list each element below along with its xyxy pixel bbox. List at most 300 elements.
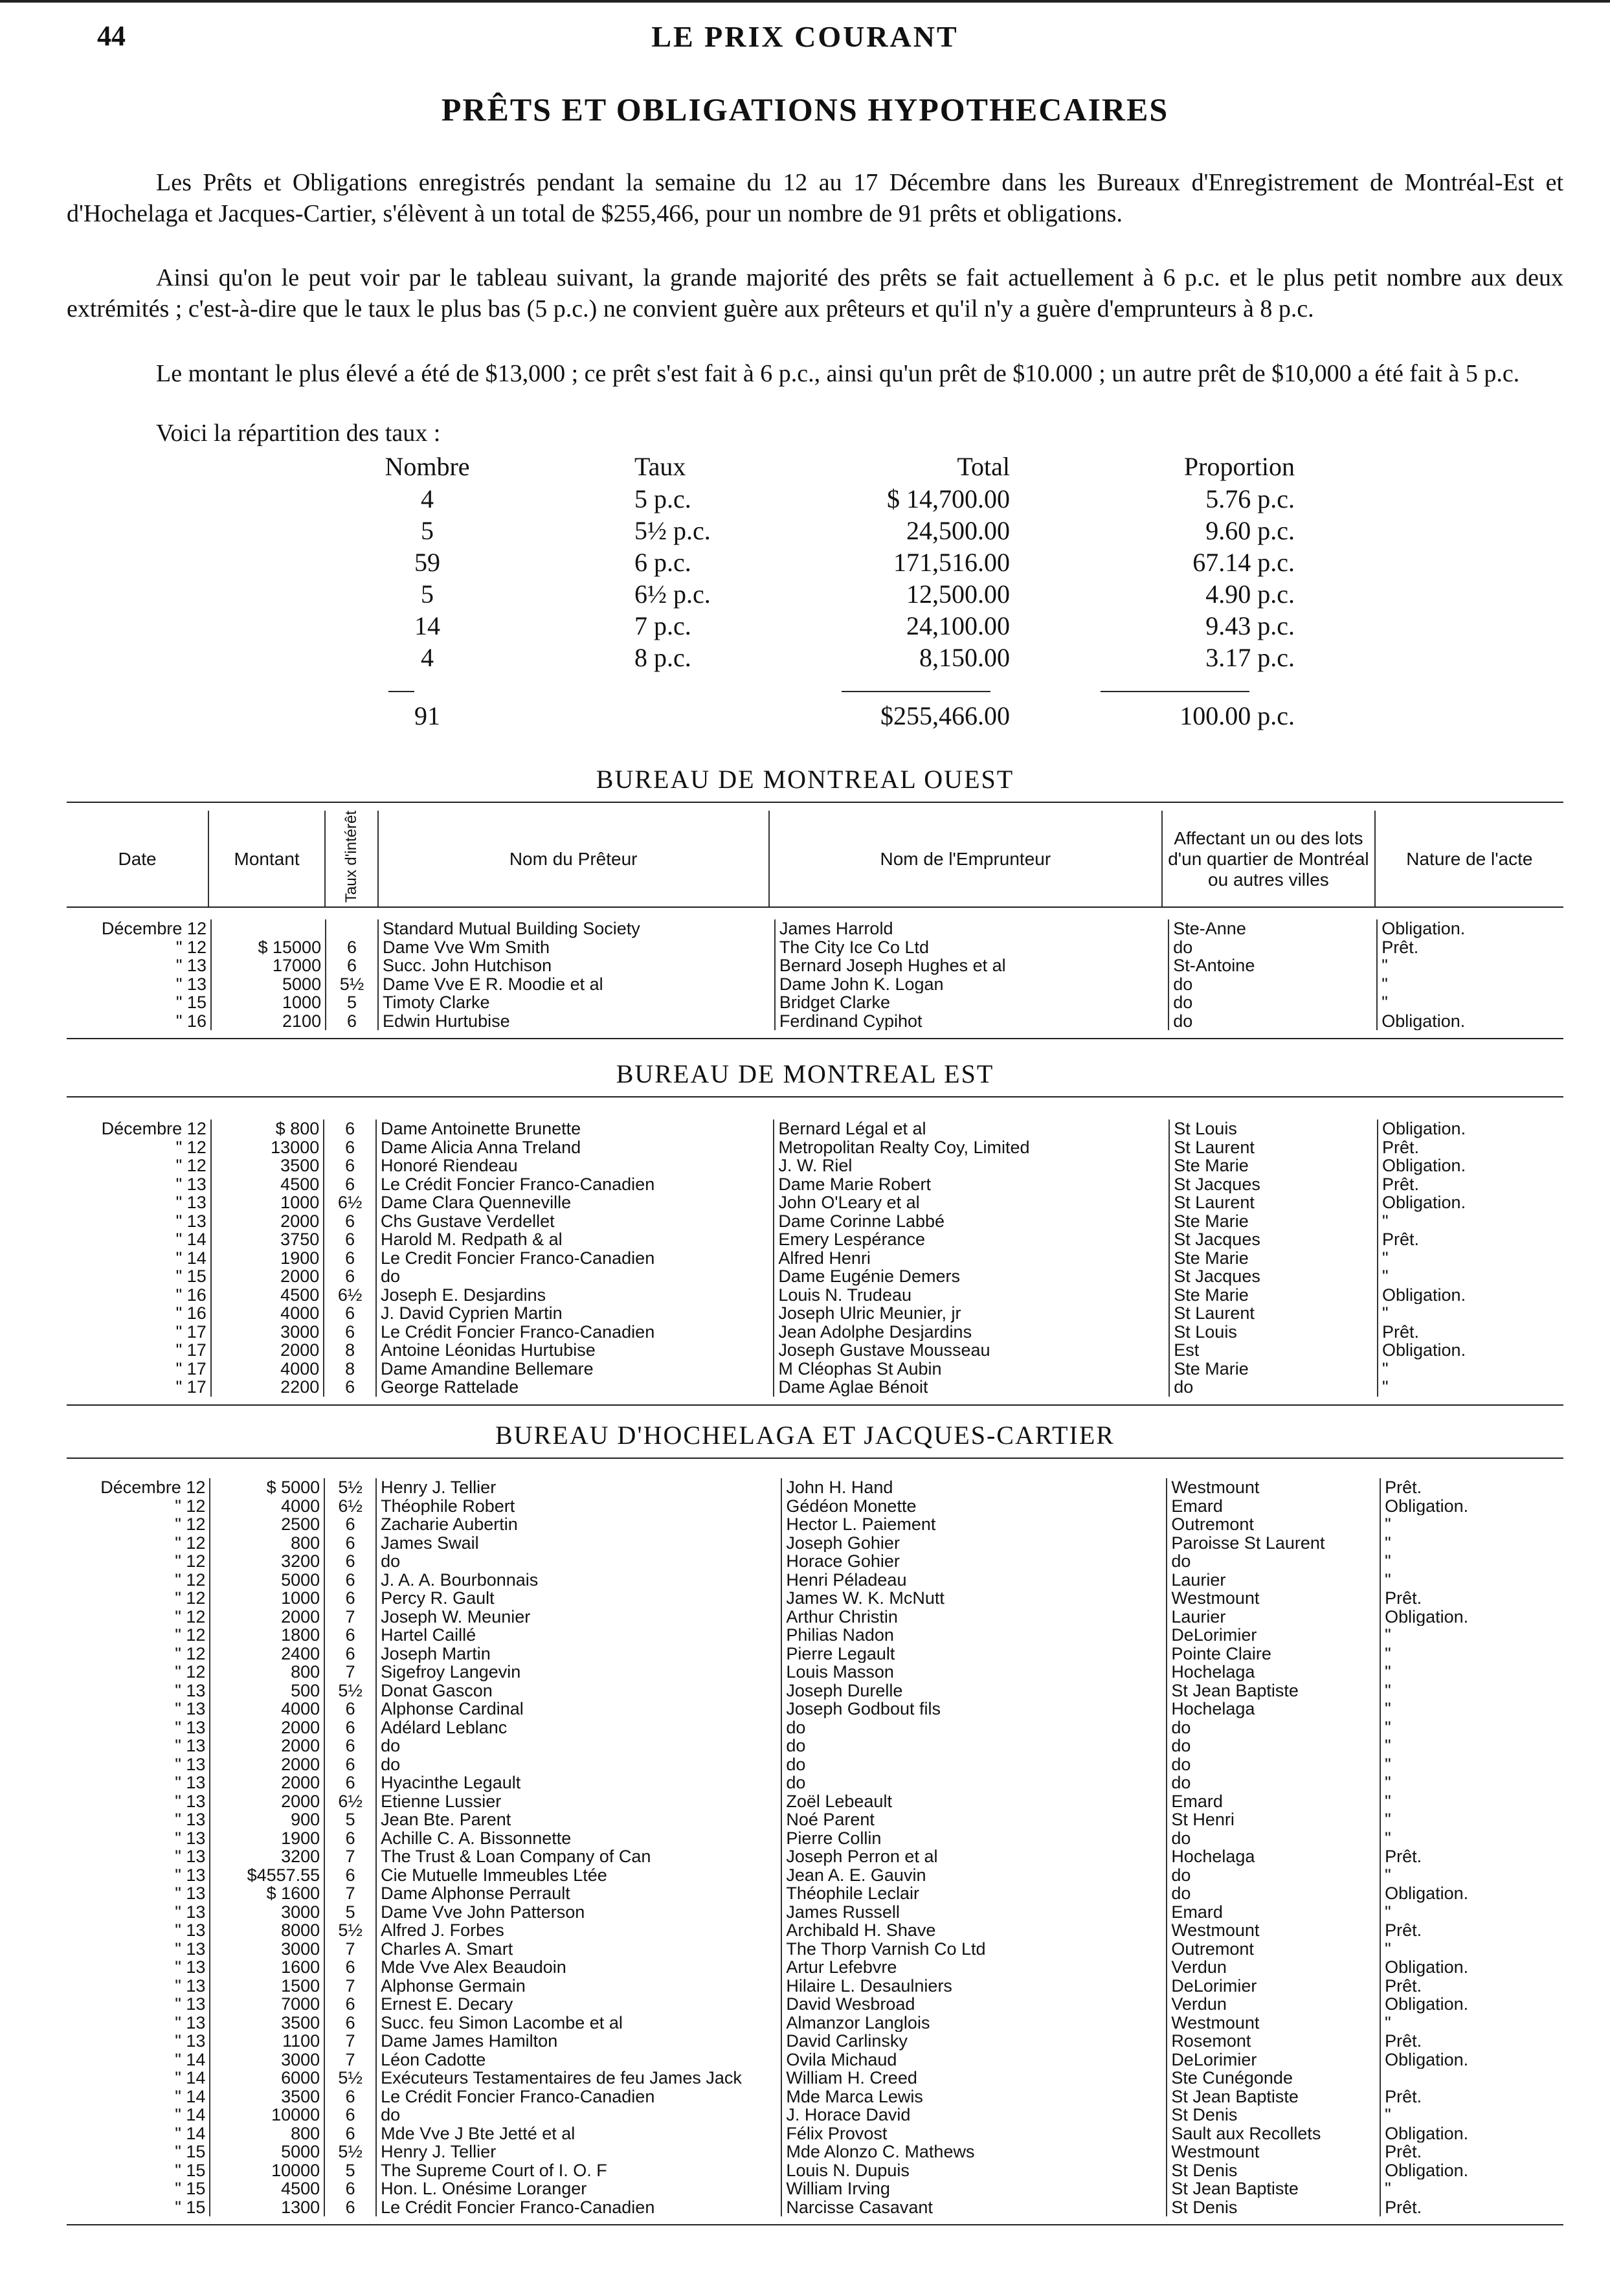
date-cell: " 17 (67, 1323, 211, 1342)
lender-cell: Alphonse Cardinal (376, 1700, 781, 1718)
amount-cell: 6000 (210, 2069, 324, 2088)
rate-cell: 5½ (324, 2069, 376, 2088)
amount-cell: 800 (210, 2124, 324, 2143)
lender-cell: Donat Gascon (376, 1682, 781, 1700)
table-row (67, 1645, 1563, 1663)
table-row (67, 1156, 1563, 1175)
date-cell: " 13 (67, 1792, 210, 1811)
rate-cell: 6 (324, 1995, 376, 2014)
table-row (67, 1792, 1563, 1811)
borrower-cell: Gédéon Monette (781, 1497, 1167, 1516)
rates-row-cell: 5.76 p.c. (1205, 484, 1295, 513)
table-row (67, 2088, 1563, 2106)
table-row (67, 1012, 1563, 1031)
nature-cell: Prêt. (1385, 2032, 1422, 2051)
district-cell: St Laurent (1169, 1304, 1378, 1323)
borrower-cell: The City Ice Co Ltd (775, 938, 1168, 957)
nature-cell: " (1385, 1865, 1391, 1884)
date-cell: " 14 (67, 2124, 210, 2143)
district-cell: St Jacques (1169, 1230, 1378, 1249)
date-cell: " 13 (67, 2014, 210, 2032)
rate-cell: 6 (324, 1589, 376, 1608)
amount-cell: 10000 (210, 2161, 324, 2180)
date-cell: " 13 (67, 1940, 210, 1959)
borrower-cell: J. Horace David (781, 2106, 1167, 2124)
district-cell: Ste Cunégonde (1167, 2069, 1380, 2088)
ledger-table (67, 919, 1563, 1030)
amount-cell: 2200 (211, 1378, 324, 1397)
rate-cell: 6 (324, 1323, 376, 1342)
nature-cell: " (1385, 1663, 1391, 1682)
rate-cell: 6 (324, 1230, 376, 1249)
date-cell: " 12 (67, 938, 211, 957)
rates-row-cell: $ 14,700.00 (887, 484, 1010, 513)
lender-cell: Succ. feu Simon Lacombe et al (376, 2014, 781, 2032)
nature-cell: " (1385, 1737, 1391, 1755)
borrower-cell: Dame John K. Logan (775, 975, 1168, 994)
borrower-cell: Ovila Michaud (781, 2051, 1167, 2069)
district-cell: do (1168, 1012, 1377, 1031)
rate-cell: 6 (324, 1175, 376, 1194)
district-cell: do (1168, 938, 1377, 957)
nature-cell: Obligation. (1381, 1011, 1466, 1030)
borrower-cell: Dame Marie Robert (774, 1175, 1169, 1194)
table-row (67, 1663, 1563, 1682)
nature-cell: " (1385, 1515, 1391, 1534)
district-cell: St Jacques (1169, 1175, 1378, 1194)
date-cell: " 13 (67, 1700, 210, 1718)
rate-cell: 6 (324, 1552, 376, 1571)
rates-row-cell: 4.90 p.c. (1205, 580, 1295, 609)
rates-row-cell: 3.17 p.c. (1205, 643, 1295, 672)
nature-cell: Obligation. (1385, 1958, 1469, 1977)
nature-cell: Obligation. (1381, 1156, 1466, 1175)
district-cell: do (1167, 1829, 1380, 1848)
table-row (67, 2032, 1563, 2051)
nature-cell: Obligation. (1381, 1341, 1466, 1360)
borrower-cell: Jean Adolphe Desjardins (774, 1323, 1169, 1342)
district-cell: Hochelaga (1167, 1700, 1380, 1718)
rate-cell: 6 (324, 1378, 376, 1397)
district-cell: Outremont (1167, 1940, 1380, 1959)
nature-cell: " (1381, 1378, 1389, 1397)
lender-cell: Dame Amandine Bellemare (376, 1360, 774, 1379)
header-bottom-rule (67, 906, 1563, 908)
borrower-cell: do (781, 1718, 1167, 1737)
borrower-cell: Dame Eugénie Demers (774, 1267, 1169, 1286)
table-row (67, 1230, 1563, 1249)
nature-cell: " (1381, 993, 1388, 1012)
amount-cell: $4557.55 (210, 1866, 324, 1885)
district-cell: Westmount (1167, 2014, 1380, 2032)
amount-cell: 8000 (210, 1921, 324, 1940)
nature-cell: " (1385, 1644, 1391, 1663)
amount-cell: 900 (210, 1810, 324, 1829)
borrower-cell: do (781, 1773, 1167, 1792)
table-row (67, 1866, 1563, 1885)
lender-cell: Dame Vve John Patterson (376, 1903, 781, 1922)
amount-cell: 2000 (210, 1737, 324, 1755)
date-cell: " 12 (67, 1534, 210, 1553)
rate-cell: 8 (324, 1360, 376, 1379)
table-row (67, 1608, 1563, 1626)
district-cell: do (1169, 1378, 1378, 1397)
amount-cell: 1500 (210, 1977, 324, 1996)
amount-cell: 3000 (210, 1940, 324, 1959)
nature-cell: Obligation. (1385, 1496, 1469, 1515)
rates-header-row-cell: Taux (634, 452, 686, 481)
rate-cell: 6 (324, 1138, 376, 1157)
rate-cell: 6 (324, 1156, 376, 1175)
table-row (67, 938, 1563, 957)
amount-cell: 2000 (210, 1755, 324, 1774)
date-cell: " 14 (67, 1249, 211, 1268)
borrower-cell: Joseph Gohier (781, 1534, 1167, 1553)
lender-cell: Joseph Martin (376, 1645, 781, 1663)
nature-cell: Obligation. (1385, 1607, 1469, 1626)
lender-cell: Percy R. Gault (376, 1589, 781, 1608)
rate-cell: 6 (324, 1700, 376, 1718)
rate-cell: 6 (324, 1773, 376, 1792)
date-cell: " 13 (67, 1212, 211, 1231)
borrower-cell: Jean A. E. Gauvin (781, 1866, 1167, 1885)
district-cell: Ste Marie (1169, 1360, 1378, 1379)
lender-cell: Alphonse Germain (376, 1977, 781, 1996)
rates-row (0, 547, 1610, 580)
lender-cell: Le Crédit Foncier Franco-Canadien (376, 1323, 774, 1342)
amount-cell: 5000 (210, 2143, 324, 2161)
nature-cell: Obligation. (1381, 919, 1466, 938)
nature-cell: " (1385, 1902, 1391, 1921)
lender-cell: Dame James Hamilton (376, 2032, 781, 2051)
district-cell: Paroisse St Laurent (1167, 1534, 1380, 1553)
date-cell: " 15 (67, 1267, 211, 1286)
nature-cell: " (1385, 1552, 1391, 1571)
rates-row-cell: 6½ p.c. (634, 580, 711, 609)
bureau-bottom-rule (67, 1038, 1563, 1039)
amount-cell: 4000 (211, 1304, 324, 1323)
bureau-top-rule (67, 1458, 1563, 1459)
lender-cell: Succ. John Hutchison (378, 956, 775, 975)
borrower-cell: David Wesbroad (781, 1995, 1167, 2014)
rates-row-cell: 5½ p.c. (634, 516, 711, 545)
lender-cell: Harold M. Redpath & al (376, 1230, 774, 1249)
borrower-cell: Bernard Joseph Hughes et al (775, 956, 1168, 975)
table-row (67, 2161, 1563, 2180)
ledger-table (67, 1478, 1563, 2216)
district-cell: Ste Marie (1169, 1212, 1378, 1231)
rates-row (0, 579, 1610, 611)
district-cell: St Jean Baptiste (1167, 1682, 1380, 1700)
rates-row-cell: 24,500.00 (906, 516, 1010, 545)
table-row (67, 1175, 1563, 1194)
borrower-cell: Hector L. Paiement (781, 1515, 1167, 1534)
rates-row-cell: 5 (421, 580, 434, 609)
rate-cell: 6 (324, 1249, 376, 1268)
rate-cell: 6 (324, 1212, 376, 1231)
lender-cell: Timoty Clarke (378, 993, 775, 1012)
page-number: 44 (97, 20, 126, 52)
rule-proportion (1101, 691, 1249, 692)
lender-cell: J. David Cyprien Martin (376, 1304, 774, 1323)
rate-cell: 6 (326, 956, 378, 975)
date-cell: " 12 (67, 1571, 210, 1590)
district-cell: Laurier (1167, 1571, 1380, 1590)
rates-row-cell: 8,150.00 (919, 643, 1010, 672)
borrower-cell: M Cléophas St Aubin (774, 1360, 1169, 1379)
table-row (67, 2198, 1563, 2217)
borrower-cell: Ferdinand Cypihot (775, 1012, 1168, 1031)
rate-cell: 6½ (324, 1286, 376, 1305)
table-row (67, 1552, 1563, 1571)
rates-row-cell: 12,500.00 (906, 580, 1010, 609)
table-row (67, 1995, 1563, 2014)
paragraph-2: Ainsi qu'on le peut voir par le tableau suivant, la grande majorité des prêts se fait actuellement à 6 p.c. et le plus petit nombre aux deux extrémités ; c'est-à-dire que le taux le plus bas (5 p.c.) ne convient guère aux prêteurs et qu'il n'y a guère d'emprunteurs à 8 p.c. (67, 264, 1563, 322)
district-cell: Outremont (1167, 1515, 1380, 1534)
nature-cell: Prêt. (1381, 1138, 1420, 1156)
district-cell: Laurier (1167, 1608, 1380, 1626)
borrower-cell: Philias Nadon (781, 1626, 1167, 1645)
district-cell: do (1167, 1866, 1380, 1885)
amount-cell: 2000 (210, 1792, 324, 1811)
top-border (0, 0, 1610, 3)
nature-cell: Prêt. (1385, 1478, 1422, 1497)
table-row (67, 1138, 1563, 1157)
amount-cell: 2000 (210, 1718, 324, 1737)
table-row (67, 1810, 1563, 1829)
borrower-cell: James Harrold (775, 919, 1168, 938)
article-title: PRÊTS ET OBLIGATIONS HYPOTHECAIRES (441, 91, 1169, 128)
rates-total-row (0, 701, 1610, 733)
date-cell: " 12 (67, 1497, 210, 1516)
date-cell: " 14 (67, 2088, 210, 2106)
lender-cell: do (376, 2106, 781, 2124)
nature-cell (1380, 2069, 1563, 2088)
rates-row-cell: 5 (421, 516, 434, 545)
bureau-bottom-rule (67, 2224, 1563, 2225)
table-row (67, 1212, 1563, 1231)
rule-total (842, 691, 990, 692)
district-cell: St Laurent (1169, 1138, 1378, 1157)
rates-row-cell: 171,516.00 (893, 548, 1010, 577)
rates-row-cell: 4 (421, 643, 434, 672)
table-row (67, 2124, 1563, 2143)
amount-cell: 1800 (210, 1626, 324, 1645)
amount-cell (211, 919, 326, 938)
district-cell: St Jean Baptiste (1167, 2179, 1380, 2198)
district-cell: DeLorimier (1167, 1626, 1380, 1645)
borrower-cell: Hilaire L. Desaulniers (781, 1977, 1167, 1996)
district-cell: do (1167, 1755, 1380, 1774)
district-cell: Est (1169, 1341, 1378, 1360)
rates-row-cell: 6 p.c. (634, 548, 691, 577)
rate-cell: 7 (324, 2032, 376, 2051)
table-row (67, 1249, 1563, 1268)
amount-cell: 2000 (211, 1341, 324, 1360)
rate-cell: 8 (324, 1341, 376, 1360)
date-cell: " 13 (67, 1866, 210, 1885)
rates-row (0, 642, 1610, 675)
district-cell: St Louis (1169, 1120, 1378, 1138)
borrower-cell: Joseph Perron et al (781, 1847, 1167, 1866)
borrower-cell: Pierre Legault (781, 1645, 1167, 1663)
amount-cell: 3500 (210, 2014, 324, 2032)
nature-cell: Prêt. (1385, 1921, 1422, 1940)
nature-cell: " (1381, 1304, 1389, 1323)
table-row (67, 1323, 1563, 1342)
date-cell: " 13 (67, 1682, 210, 1700)
borrower-cell: J. W. Riel (774, 1156, 1169, 1175)
rate-cell: 6 (324, 1304, 376, 1323)
rate-cell: 7 (324, 1663, 376, 1682)
rate-cell: 6 (324, 1626, 376, 1645)
date-cell: " 12 (67, 1663, 210, 1682)
nature-cell: Prêt. (1381, 938, 1419, 956)
date-cell: " 12 (67, 1515, 210, 1534)
date-cell: " 13 (67, 975, 211, 994)
amount-cell: 3200 (210, 1552, 324, 1571)
borrower-cell: Horace Gohier (781, 1552, 1167, 1571)
rate-cell: 6 (324, 2124, 376, 2143)
paragraph-3: Le montant le plus élevé a été de $13,000 ; ce prêt s'est fait à 6 p.c., ainsi qu'un prêt de $10.000 ; un autre prêt de $10,000 a été fait à 5 p.c. (156, 360, 1520, 387)
lender-cell: Mde Vve Alex Beaudoin (376, 1958, 781, 1977)
column-header (208, 811, 325, 907)
district-cell: Verdun (1167, 1995, 1380, 2014)
district-cell: do (1167, 1773, 1380, 1792)
amount-cell: 10000 (210, 2106, 324, 2124)
bureau-title: BUREAU DE MONTREAL OUEST (596, 765, 1014, 794)
table-row (67, 2106, 1563, 2124)
nature-cell: Obligation. (1385, 2161, 1469, 2179)
table-row (67, 1773, 1563, 1792)
date-cell: " 13 (67, 1829, 210, 1848)
nature-cell: Obligation. (1385, 2050, 1469, 2069)
column-header (1162, 811, 1375, 907)
rate-cell: 6½ (324, 1193, 376, 1212)
date-cell: Décembre 12 (67, 1120, 211, 1138)
lender-cell: do (376, 1755, 781, 1774)
table-row (67, 1378, 1563, 1397)
rate-cell: 6 (324, 2088, 376, 2106)
borrower-cell: Bernard Légal et al (774, 1120, 1169, 1138)
date-cell: " 14 (67, 2069, 210, 2088)
amount-cell: 1900 (211, 1249, 324, 1268)
table-row (67, 1193, 1563, 1212)
lender-cell: Standard Mutual Building Society (378, 919, 775, 938)
column-header-label: Nom du Prêteur (509, 848, 638, 869)
table-row (67, 1884, 1563, 1903)
date-cell: " 15 (67, 2198, 210, 2217)
table-row (67, 1478, 1563, 1497)
nature-cell: " (1381, 1267, 1389, 1286)
rates-row-cell: 59 (414, 548, 440, 577)
borrower-cell: Almanzor Langlois (781, 2014, 1167, 2032)
rate-cell: 7 (324, 1608, 376, 1626)
lender-cell: Dame Alphonse Perrault (376, 1884, 781, 1903)
rates-row-cell: 9.43 p.c. (1205, 611, 1295, 640)
rates-row-cell: 4 (421, 484, 434, 513)
district-cell: Ste Marie (1169, 1249, 1378, 1268)
amount-cell: $ 800 (211, 1120, 324, 1138)
nature-cell: Prêt. (1385, 1976, 1422, 1995)
rates-row-cell: 7 p.c. (634, 611, 691, 640)
table-row (67, 1682, 1563, 1700)
date-cell: " 17 (67, 1360, 211, 1379)
column-header-label: Date (118, 848, 157, 869)
date-cell: " 17 (67, 1341, 211, 1360)
rate-cell: 6 (324, 1267, 376, 1286)
borrower-cell: The Thorp Varnish Co Ltd (781, 1940, 1167, 1959)
amount-cell: 3000 (210, 2051, 324, 2069)
rate-cell: 7 (324, 1884, 376, 1903)
rates-header-row (0, 451, 1610, 484)
amount-cell: 2100 (211, 1012, 326, 1031)
district-cell: St Denis (1167, 2161, 1380, 2180)
paragraph-1: Les Prêts et Obligations enregistrés pendant la semaine du 12 au 17 Décembre dans les Bureaux d'Enregistrement de Montréal-Est et d'Hochelaga et Jacques-Cartier, s'élèvent à un total de $255,466, pour un nombre de 91 prêts et obligations. (67, 169, 1563, 227)
borrower-cell: Dame Corinne Labbé (774, 1212, 1169, 1231)
district-cell: do (1167, 1718, 1380, 1737)
rates-total-row-cell: 91 (414, 701, 440, 730)
district-cell: St Louis (1169, 1323, 1378, 1342)
lender-cell: The Supreme Court of I. O. F (376, 2161, 781, 2180)
nature-cell: Obligation. (1385, 1995, 1469, 2014)
rate-cell: 5½ (324, 1478, 376, 1497)
district-cell: Pointe Claire (1167, 1645, 1380, 1663)
column-header (325, 811, 378, 907)
date-cell: " 13 (67, 1921, 210, 1940)
date-cell: " 13 (67, 1175, 211, 1194)
table-row (67, 1977, 1563, 1996)
date-cell: " 16 (67, 1286, 211, 1305)
rate-cell: 5½ (324, 1682, 376, 1700)
district-cell: DeLorimier (1167, 1977, 1380, 1996)
table-row (67, 1571, 1563, 1590)
table-row (67, 1534, 1563, 1553)
rates-row (0, 484, 1610, 516)
lender-cell: Sigefroy Langevin (376, 1663, 781, 1682)
rates-row-cell: 67.14 p.c. (1192, 548, 1295, 577)
borrower-cell: Félix Provost (781, 2124, 1167, 2143)
lender-cell: Mde Vve J Bte Jetté et al (376, 2124, 781, 2143)
rate-cell: 5½ (324, 2143, 376, 2161)
nature-cell: " (1385, 1810, 1391, 1829)
date-cell: " 12 (67, 1552, 210, 1571)
nature-cell: " (1381, 974, 1388, 993)
table-row (67, 975, 1563, 994)
borrower-cell: Mde Alonzo C. Mathews (781, 2143, 1167, 2161)
rate-cell: 6 (324, 1534, 376, 1553)
amount-cell: 1900 (210, 1829, 324, 1848)
borrower-cell: Archibald H. Shave (781, 1921, 1167, 1940)
date-cell: " 14 (67, 2106, 210, 2124)
rate-cell: 7 (324, 1977, 376, 1996)
nature-cell: Obligation. (1381, 1193, 1466, 1212)
table-row (67, 1958, 1563, 1977)
date-cell: " 13 (67, 1977, 210, 1996)
district-cell: Verdun (1167, 1958, 1380, 1977)
amount-cell: 4500 (211, 1175, 324, 1194)
table-row (67, 2051, 1563, 2069)
table-row (67, 1120, 1563, 1138)
district-cell: St Jean Baptiste (1167, 2088, 1380, 2106)
district-cell: Ste Marie (1169, 1286, 1378, 1305)
nature-cell: " (1381, 1211, 1389, 1230)
district-cell: Emard (1167, 1497, 1380, 1516)
bureau-title: BUREAU D'HOCHELAGA ET JACQUES-CARTIER (495, 1421, 1115, 1450)
column-header (1375, 811, 1563, 907)
date-cell: " 14 (67, 2051, 210, 2069)
bureau-title: BUREAU DE MONTREAL EST (616, 1059, 994, 1088)
